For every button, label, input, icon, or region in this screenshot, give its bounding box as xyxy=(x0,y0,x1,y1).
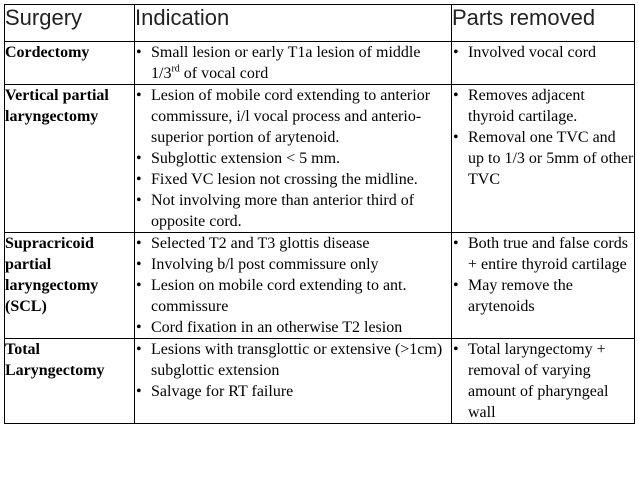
indication-cell xyxy=(135,233,452,339)
parts-removed-item: • Both true and false cords + entire thyroid cartilage xyxy=(452,233,634,275)
surgery-name: Total Laryngectomy xyxy=(5,339,135,424)
indication-cell xyxy=(135,42,452,85)
indication-item: • Lesion on mobile cord extending to ant. commissure xyxy=(135,275,451,317)
header-surgery: Surgery xyxy=(5,5,135,42)
indication-item: • Lesion of mobile cord extending to anterior commissure, i/l vocal process and anterio-superior portion of arytenoid. xyxy=(135,85,451,148)
table-row xyxy=(5,42,635,85)
indication-item: • Fixed VC lesion not crossing the midline. xyxy=(135,169,451,190)
parts-removed-cell xyxy=(452,42,635,85)
indication-item: • Selected T2 and T3 glottis disease xyxy=(135,233,451,254)
indication-item: • Cord fixation in an otherwise T2 lesion xyxy=(135,317,451,338)
indication-item xyxy=(135,42,451,84)
parts-removed-item: • Removes adjacent thyroid cartilage. xyxy=(452,85,634,127)
table-header-row xyxy=(5,5,635,42)
header-parts-removed: Parts removed xyxy=(452,5,635,42)
parts-removed-item: • May remove the arytenoids xyxy=(452,275,634,317)
surgery-table xyxy=(4,4,635,424)
parts-removed-item: • Total laryngectomy + removal of varying amount of pharyngeal wall xyxy=(452,339,634,423)
indication-item: • Not involving more than anterior third of opposite cord. xyxy=(135,190,451,232)
table-row xyxy=(5,85,635,233)
indication-item: • Subglottic extension < 5 mm. xyxy=(135,148,451,169)
surgery-name: Cordectomy xyxy=(5,42,135,85)
table-row xyxy=(5,233,635,339)
table-row xyxy=(5,339,635,424)
header-indication: Indication xyxy=(135,5,452,42)
surgery-name: Vertical partial laryngectomy xyxy=(5,85,135,233)
indication-cell xyxy=(135,339,452,424)
indication-cell xyxy=(135,85,452,233)
parts-removed-cell xyxy=(452,233,635,339)
indication-text: Small lesion or early T1a lesion of middle 1/3rd of vocal cord xyxy=(151,44,421,82)
surgery-name: Supracricoid partial laryngectomy (SCL) xyxy=(5,233,135,339)
indication-item: • Lesions with transglottic or extensive (>1cm) subglottic extension xyxy=(135,339,451,381)
indication-item: • Involving b/l post commissure only xyxy=(135,254,451,275)
indication-item: • Salvage for RT failure xyxy=(135,381,451,402)
parts-removed-cell xyxy=(452,339,635,424)
parts-removed-item: • Involved vocal cord xyxy=(452,42,634,63)
parts-removed-item: • Removal one TVC and up to 1/3 or 5mm of other TVC xyxy=(452,127,634,190)
parts-removed-cell xyxy=(452,85,635,233)
